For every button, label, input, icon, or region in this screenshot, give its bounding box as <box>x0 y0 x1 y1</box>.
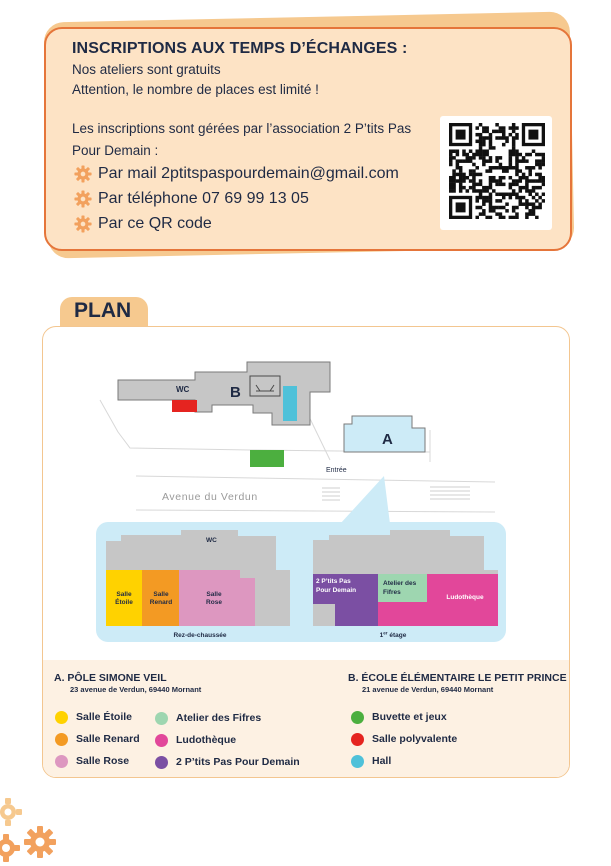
crosswalk <box>322 487 470 500</box>
association-text-cont: Pour Demain : <box>72 143 159 158</box>
ground-wc-label: WC <box>206 537 217 544</box>
room-salle-renard <box>142 570 179 626</box>
first-floor-caption: 1er étage <box>379 630 407 639</box>
legend-dot-icon <box>155 756 168 769</box>
road-line <box>136 476 495 482</box>
buvette-area <box>250 450 284 467</box>
hall-area <box>283 386 297 421</box>
room-salle-etoile <box>106 570 142 626</box>
plan-title: PLAN <box>74 299 132 322</box>
contact-email-label: Par mail 2ptitspaspourdemain@gmail.com <box>98 165 399 182</box>
contact-phone-label: Par téléphone 07 69 99 13 05 <box>98 190 309 207</box>
atelier-fifres-line1: Atelier des <box>383 580 417 587</box>
salle-etoile-line2: Étoile <box>115 599 133 606</box>
legend-b-heading: B. ÉCOLE ÉLÉMENTAIRE LE PETIT PRINCE <box>348 672 567 684</box>
map-street-label: Avenue du Verdun <box>162 491 258 503</box>
association-text: Les inscriptions sont gérées par l’association 2 P’tits Pas <box>72 121 412 136</box>
legend-item-salle-etoile: Salle Étoile <box>55 710 132 724</box>
limited-places-text: Attention, le nombre de places est limité ! <box>72 82 319 97</box>
legend-item-salle-rose: Salle Rose <box>55 754 129 768</box>
atelier-fifres-line2: Fifres <box>383 589 401 596</box>
legend-dot-icon <box>155 712 168 725</box>
legend-dot-icon <box>351 755 364 768</box>
legend-a-heading: A. PÔLE SIMONE VEIL <box>54 672 167 684</box>
legend-b-address: 21 avenue de Verdun, 69440 Mornant <box>362 685 494 694</box>
legend-dot-icon <box>55 733 68 746</box>
building-b <box>118 362 330 425</box>
map-wc-label: WC <box>176 385 190 394</box>
legend-item-hall: Hall <box>351 754 391 768</box>
legend-item-salle-polyvalente: Salle polyvalente <box>351 732 457 746</box>
ptits-pas-line2: Pour Demain <box>316 587 357 594</box>
salle-rose-line1: Salle <box>206 591 222 598</box>
road-line <box>136 510 495 512</box>
legend-dot-icon <box>55 755 68 768</box>
salle-polyvalente-area <box>172 400 197 412</box>
free-workshops-text: Nos ateliers sont gratuits <box>72 62 221 77</box>
salle-etoile-line1: Salle <box>116 591 132 598</box>
salle-renard-line2: Renard <box>149 599 173 606</box>
decorative-gears-icon <box>0 798 60 866</box>
salle-rose-line2: Rose <box>206 599 222 606</box>
map-entree-label: Entrée <box>326 467 347 474</box>
legend-dot-icon <box>351 733 364 746</box>
legend-a-address: 23 avenue de Verdun, 69440 Mornant <box>70 685 202 694</box>
ground-floor-caption: Rez-de-chaussée <box>173 632 227 639</box>
inset-pointer <box>340 476 390 524</box>
legend-item-atelier-fifres: Atelier des Fifres <box>155 711 261 725</box>
room-salle-rose <box>179 570 255 626</box>
legend-item-2-ptits-pas: 2 P’tits Pas Pour Demain <box>155 755 300 769</box>
map-building-a-label: A <box>382 431 393 448</box>
inscription-title: INSCRIPTIONS AUX TEMPS D’ÉCHANGES : <box>72 40 408 57</box>
contact-qr-label: Par ce QR code <box>98 215 212 232</box>
legend-item-buvette: Buvette et jeux <box>351 710 447 724</box>
legend-item-ludotheque: Ludothèque <box>155 733 236 747</box>
salle-renard-line1: Salle <box>153 591 169 598</box>
room-atelier-des-fifres <box>378 574 427 602</box>
legend-item-salle-renard: Salle Renard <box>55 732 140 746</box>
legend-dot-icon <box>55 711 68 724</box>
legend-dot-icon <box>155 734 168 747</box>
map-building-b-label: B <box>230 384 241 401</box>
ludotheque-label: Ludothèque <box>446 594 484 601</box>
ptits-pas-line1: 2 P’tits Pas <box>316 578 351 585</box>
legend-dot-icon <box>351 711 364 724</box>
